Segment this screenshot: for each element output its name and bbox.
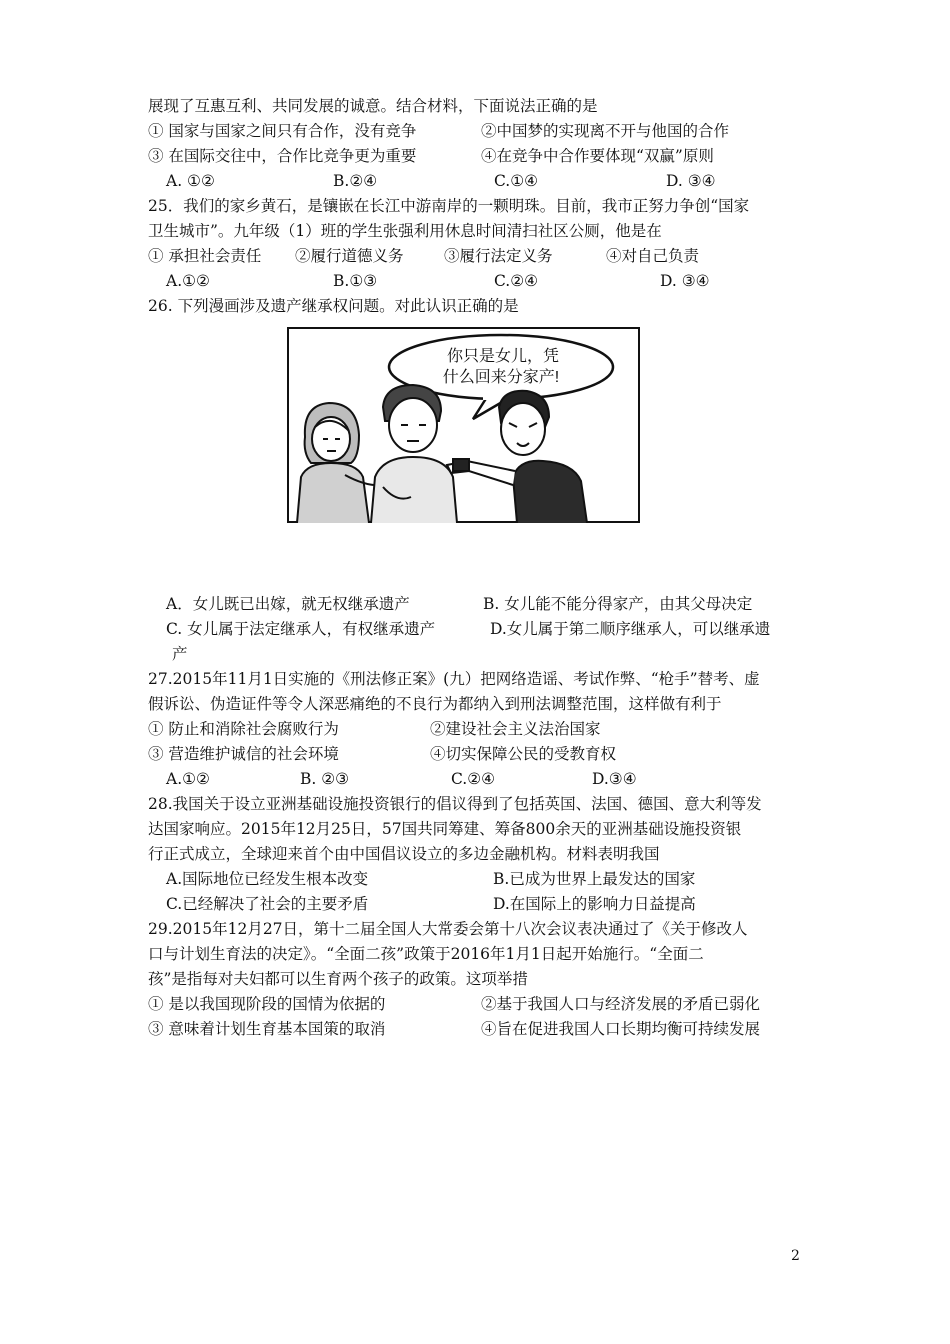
q25-stem-line-1: 25．我们的家乡黄石，是镶嵌在长江中游南岸的一颗明珠。目前，我市正努力争创“国家 xyxy=(148,197,750,215)
q27-option-1: ① 防止和消除社会腐败行为 xyxy=(148,720,339,738)
q27-option-2: ②建设社会主义法治国家 xyxy=(430,720,601,738)
q26-choice-b: B. 女儿能不能分得家产，由其父母决定 xyxy=(483,595,753,613)
q28-choice-d: D.在国际上的影响力日益提高 xyxy=(493,895,696,913)
q27-choice-b: B. ②③ xyxy=(300,770,350,788)
q28-choice-b: B.已成为世界上最发达的国家 xyxy=(493,870,696,888)
q29-option-2: ②基于我国人口与经济发展的矛盾已弱化 xyxy=(481,995,761,1013)
q29-option-1: ① 是以我国现阶段的国情为依据的 xyxy=(148,995,386,1013)
q24-option-3: ③ 在国际交往中，合作比竞争更为重要 xyxy=(148,147,417,165)
q25-choice-d: D. ③④ xyxy=(660,272,710,290)
q25-option-2: ②履行道德义务 xyxy=(295,247,404,265)
q28-stem-line-2: 达国家响应。2015年12月25日，57国共同筹建、筹备800余天的亚洲基础设施投资银 xyxy=(148,820,742,838)
q29-stem-line-3: 孩”是指每对夫妇都可以生育两个孩子的政策。这项举措 xyxy=(148,970,528,988)
q26-choice-d: D.女儿属于第二顺序继承人，可以继承遗 xyxy=(490,620,771,638)
q29-option-4: ④旨在促进我国人口长期均衡可持续发展 xyxy=(481,1020,761,1038)
q25-choice-c: C.②④ xyxy=(494,272,539,290)
q28-stem-line-1: 28.我国关于设立亚洲基础设施投资银行的倡议得到了包括英国、法国、德国、意大利等发 xyxy=(148,795,762,813)
q25-option-3: ③履行法定义务 xyxy=(444,247,553,265)
q29-stem-line-1: 29.2015年12月27日，第十二届全国人大常委会第十八次会议表决通过了《关于修改人 xyxy=(148,920,748,938)
q24-choice-d: D. ③④ xyxy=(666,172,716,190)
q27-choice-d: D.③④ xyxy=(592,770,637,788)
q24-option-1: ① 国家与国家之间只有合作，没有竞争 xyxy=(148,122,417,140)
q24-choice-b: B.②④ xyxy=(333,172,378,190)
bubble-line-2: 什么回来分家产! xyxy=(442,369,560,386)
q25-option-4: ④对自己负责 xyxy=(606,247,700,265)
q28-choice-a: A.国际地位已经发生根本改变 xyxy=(166,870,369,888)
q25-stem-line-2: 卫生城市”。九年级（1）班的学生张强利用休息时间清扫社区公厕，他是在 xyxy=(148,222,662,240)
q24-stem-continuation: 展现了互惠互利、共同发展的诚意。结合材料，下面说法正确的是 xyxy=(148,97,598,115)
q24-choice-a: A. ①② xyxy=(166,172,215,190)
q26-choice-a: A．女儿既已出嫁，就无权继承遗产 xyxy=(166,595,410,613)
q24-option-4: ④在竞争中合作要体现“双赢”原则 xyxy=(481,147,714,165)
q26-choice-c: C. 女儿属于法定继承人，有权继承遗产 xyxy=(166,620,436,638)
q24-option-2: ②中国梦的实现离不开与他国的合作 xyxy=(481,122,730,140)
q25-choice-a: A.①② xyxy=(166,272,210,290)
page-number: 2 xyxy=(791,1248,800,1264)
q26-stem: 26. 下列漫画涉及遗产继承权问题。对此认识正确的是 xyxy=(148,297,519,315)
q28-choice-c: C.已经解决了社会的主要矛盾 xyxy=(166,895,369,913)
q25-choice-b: B.①③ xyxy=(333,272,378,290)
q26-choice-d-continuation: 产 xyxy=(172,645,188,663)
q28-stem-line-3: 行正式成立，全球迎来首个由中国倡议设立的多边金融机构。材料表明我国 xyxy=(148,845,660,863)
q27-stem-line-1: 27.2015年11月1日实施的《刑法修正案》(九）把网络造谣、考试作弊、“枪手”替考、虚 xyxy=(148,670,760,688)
q25-option-1: ① 承担社会责任 xyxy=(148,247,262,265)
q27-choice-a: A.①② xyxy=(166,770,210,788)
inheritance-cartoon xyxy=(287,327,640,523)
q27-option-3: ③ 营造维护诚信的社会环境 xyxy=(148,745,339,763)
q27-stem-line-2: 假诉讼、伪造证件等令人深恶痛绝的不良行为都纳入到刑法调整范围，这样做有利于 xyxy=(148,695,722,713)
bubble-line-1: 你只是女儿，凭 xyxy=(446,348,560,365)
q27-choice-c: C.②④ xyxy=(451,770,496,788)
q29-option-3: ③ 意味着计划生育基本国策的取消 xyxy=(148,1020,386,1038)
q27-option-4: ④切实保障公民的受教育权 xyxy=(430,745,617,763)
q24-choice-c: C.①④ xyxy=(494,172,539,190)
q29-stem-line-2: 口与计划生育法的决定》。“全面二孩”政策于2016年1月1日起开始施行。“全面二 xyxy=(148,945,704,963)
